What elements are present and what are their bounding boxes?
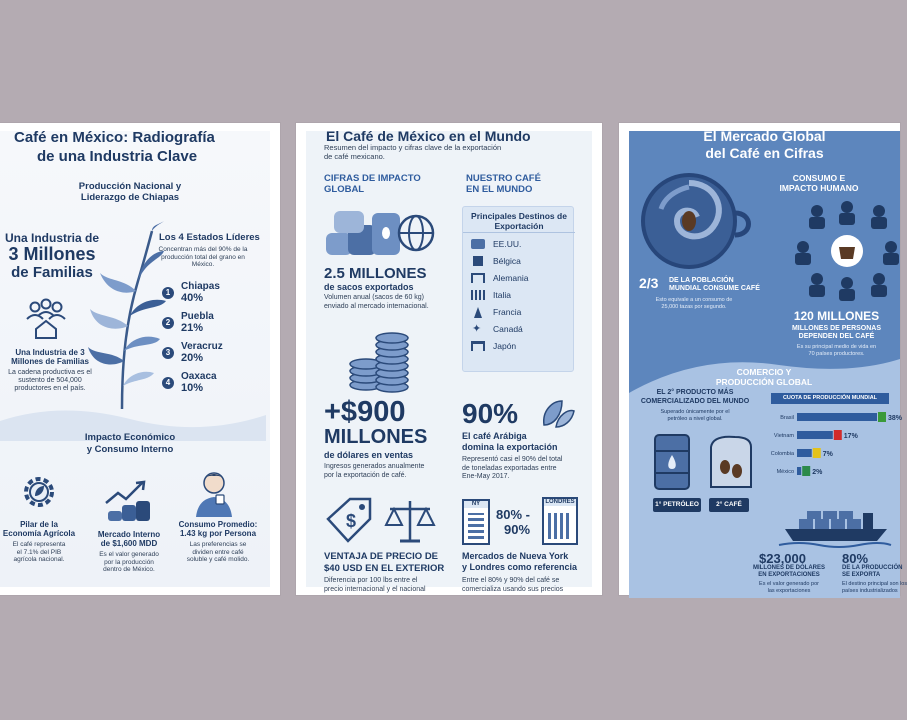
mercados-pct: 80% - [496, 507, 530, 522]
coffee-leaves-icon [540, 397, 576, 429]
petroleo-badge [653, 498, 701, 512]
card-title: El Mercado Global del Café en Cifras [703, 128, 826, 161]
cafe-badge [709, 498, 749, 512]
divider [463, 232, 575, 233]
card-title-line1: Café en México: Radiografía [14, 129, 215, 146]
bar-category-label: Colombia [770, 451, 794, 457]
section-title-produccion: Producción Nacional y Liderazgo de Chiapas [78, 181, 182, 203]
brandenburg-gate-icon [471, 273, 485, 283]
familias-caption: Una Industria de 3 Millones de Familias [11, 348, 89, 366]
card-content [306, 128, 592, 593]
exportaciones-label: MILLONES DE DÓLARES EN EXPORTACIONES [752, 565, 825, 578]
infographic-card-mexico-mundo [296, 123, 602, 595]
ny-windows [468, 513, 484, 539]
cuota-header [771, 393, 889, 404]
estado-name: Veracruz [181, 341, 223, 352]
poblacion-value: 2/3 [639, 275, 659, 291]
cuota-title: CUOTA DE PRODUCCIÓN MUNDIAL [782, 395, 878, 401]
consumo-desc: Las preferencias se dividen entre café soluble y café molido. [186, 541, 250, 563]
sacos-desc: Volumen anual (sacos de 60 kg) enviado al mercado internacional. [324, 294, 429, 310]
coin-stacks-icon [346, 327, 418, 395]
card-subtitle: Resumen del impacto y cifras clave de la exportación de café mexicano. [324, 143, 502, 161]
exporta-pct-value: 80% [842, 551, 869, 566]
destino-name: Bélgica [493, 256, 521, 266]
arabiga-desc: Representó casi el 90% del total de toneladas exportadas entre Ene-May 2017. [462, 456, 563, 480]
people-network-icon [793, 199, 901, 303]
mercado-title: Mercado Interno de $1,600 MDD [97, 530, 161, 548]
cargo-ship-icon [779, 509, 891, 547]
cafe-label: 2° CAFÉ [716, 501, 742, 508]
maple-leaf-icon: ✦ [472, 323, 482, 335]
estados-title: Los 4 Estados Líderes [159, 232, 260, 243]
card-content [0, 131, 270, 587]
rank-badge: 4 [162, 377, 174, 389]
bar-value-label: 38% [888, 415, 903, 422]
ventas-value: +$900 [324, 396, 406, 428]
usa-map-icon [471, 239, 485, 249]
bar-brasil [797, 413, 877, 421]
bar-category-label: México [776, 469, 794, 475]
estado-pct: 20% [181, 352, 204, 364]
flag-icon [878, 412, 886, 422]
consumo-section-title: CONSUMO E IMPACTO HUMANO [779, 173, 859, 193]
svg-text:$: $ [346, 511, 357, 531]
gear-leaf-icon [18, 471, 60, 513]
person-drinking-coffee-icon [190, 469, 238, 517]
estados-desc: Concentran más del 90% de la producción total del grano en México. [158, 246, 248, 268]
eiffel-tower-icon [474, 307, 482, 318]
flag-icon [834, 430, 842, 440]
familias-headline-big: 3 Millones [8, 244, 96, 264]
infographic-card-mercado-global [619, 123, 907, 595]
estado-name: Chiapas [181, 281, 220, 292]
colosseum-icon [471, 290, 485, 300]
destino-name: EE.UU. [493, 239, 522, 249]
comercio-section-title: COMERCIO Y PRODUCCIÓN GLOBAL [715, 367, 813, 387]
rank-badge: 2 [162, 317, 174, 329]
mercados-title: Mercados de Nueva York y Londres como referencia [462, 551, 578, 572]
rank-badge: 1 [162, 287, 174, 299]
torii-gate-icon [471, 341, 485, 351]
column-title-cifras: CIFRAS DE IMPACTO GLOBAL [324, 173, 421, 195]
coffee-sacks-globe-icon [324, 203, 436, 259]
coins-growth-icon [104, 481, 152, 523]
bar-value-label: 17% [843, 433, 858, 440]
arabiga-value: 90% [462, 398, 519, 429]
london-label: LONDRES [545, 499, 575, 505]
sacos-value: 2.5 MILLONES [324, 265, 427, 282]
familias-desc: La cadena productiva es el sustento de 504,000 productores en el país. [8, 369, 92, 392]
cuota-bar-chart [757, 405, 903, 485]
destino-name: Alemania [493, 273, 529, 283]
destinos-panel [462, 206, 574, 372]
exportaciones-desc: Es el valor generado por las exportaciones [759, 581, 819, 594]
estado-name: Puebla [181, 311, 214, 322]
exporta-pct-desc: El destino principal son los países industrializados [842, 581, 907, 594]
destino-name: Canadá [493, 324, 523, 334]
oil-barrel-coffee-bag-icon [653, 431, 757, 493]
bar-méxico [797, 467, 801, 475]
bar-category-label: Vietnam [773, 433, 794, 439]
column-title-mundo: NUESTRO CAFÉ EN EL MUNDO [466, 173, 541, 195]
family-house-icon [24, 299, 68, 339]
flag-icon [813, 448, 821, 458]
ventas-label: de dólares en ventas [324, 450, 414, 460]
exporta-pct-label: DE LA PRODUCCIÓN SE EXPORTA [842, 565, 903, 578]
segundo-producto-desc: Superado únicamente por el petróleo a nivel global. [660, 409, 730, 422]
personas-desc: Es su principal medio de vida en 70 países productores. [796, 344, 877, 357]
estado-pct: 40% [181, 292, 204, 304]
precio-desc: Diferencia por 100 lbs entre el precio internacional y el nacional [324, 577, 426, 593]
card-content [629, 128, 907, 594]
pilar-title: Pilar de la Economía Agrícola [2, 520, 76, 538]
ny-building-icon [462, 499, 490, 545]
london-windows [548, 513, 572, 539]
section-title-impacto: Impacto Económico y Consumo Interno [84, 432, 176, 455]
personas-value: 120 MILLONES [793, 309, 880, 323]
estado-pct: 10% [181, 382, 204, 394]
destino-name: Italia [493, 290, 511, 300]
bar-value-label: 7% [822, 451, 833, 458]
card-title: El Café de México en el Mundo [326, 128, 531, 144]
ventas-desc: Ingresos generados anualmente por la exportación de café. [324, 463, 425, 479]
rank-badge: 3 [162, 347, 174, 359]
exportaciones-value: $23,000 [759, 551, 806, 566]
belgium-building-icon [473, 256, 483, 266]
precio-title: VENTAJA DE PRECIO DE $40 USD EN EL EXTERIOR [324, 551, 445, 574]
estado-pct: 21% [181, 322, 204, 334]
ny-label: NY [464, 501, 488, 508]
mercados-desc: Entre el 80% y 90% del café se comercializa usando sus precios [462, 577, 564, 593]
familias-headline-bottom: de Familias [11, 264, 93, 281]
destinos-title: Principales Destinos de Exportación [471, 211, 567, 231]
consumo-title: Consumo Promedio: 1.43 kg por Persona [178, 520, 258, 538]
flag-icon [802, 466, 810, 476]
petroleo-label: 1° PETRÓLEO [655, 501, 699, 508]
mercados-pct-bottom: 90% [504, 522, 531, 537]
bar-category-label: Brasil [780, 415, 794, 421]
destino-name: Japón [493, 341, 517, 351]
segundo-producto-title: EL 2° PRODUCTO MÁS COMERCIALIZADO DEL MUNDO [640, 389, 750, 405]
london-building-icon [542, 497, 578, 545]
bar-value-label: 2% [812, 469, 823, 476]
estado-name: Oaxaca [181, 371, 217, 382]
poblacion-desc: Esto equivale a un consumo de 25,000 tazas por segundo. [655, 297, 733, 310]
destino-name: Francia [493, 307, 522, 317]
poblacion-label: DE LA POBLACIÓN MUNDIAL CONSUME CAFÉ [669, 277, 760, 292]
coffee-cup-swirl-icon [637, 169, 757, 269]
bar-colombia [797, 449, 812, 457]
card-title-line2: de una Industria Clave [37, 148, 198, 165]
sacos-label: de sacos exportados [324, 282, 414, 292]
mercado-desc: Es el valor generado por la producción dentro de México. [99, 551, 159, 573]
pilar-desc: El café representa el 7.1% del PIB agrícola nacional. [12, 541, 66, 563]
arabiga-label: El café Arábiga domina la exportación [462, 431, 558, 452]
infographic-card-mexico-industria [0, 123, 280, 595]
bar-vietnam [797, 431, 833, 439]
personas-label: MILLONES DE PERSONAS DEPENDEN DEL CAFÉ [791, 325, 882, 340]
familias-headline-top: Una Industria de [4, 231, 99, 245]
ventas-value-unit: MILLONES [324, 426, 428, 448]
price-tag-scale-icon [324, 497, 442, 547]
